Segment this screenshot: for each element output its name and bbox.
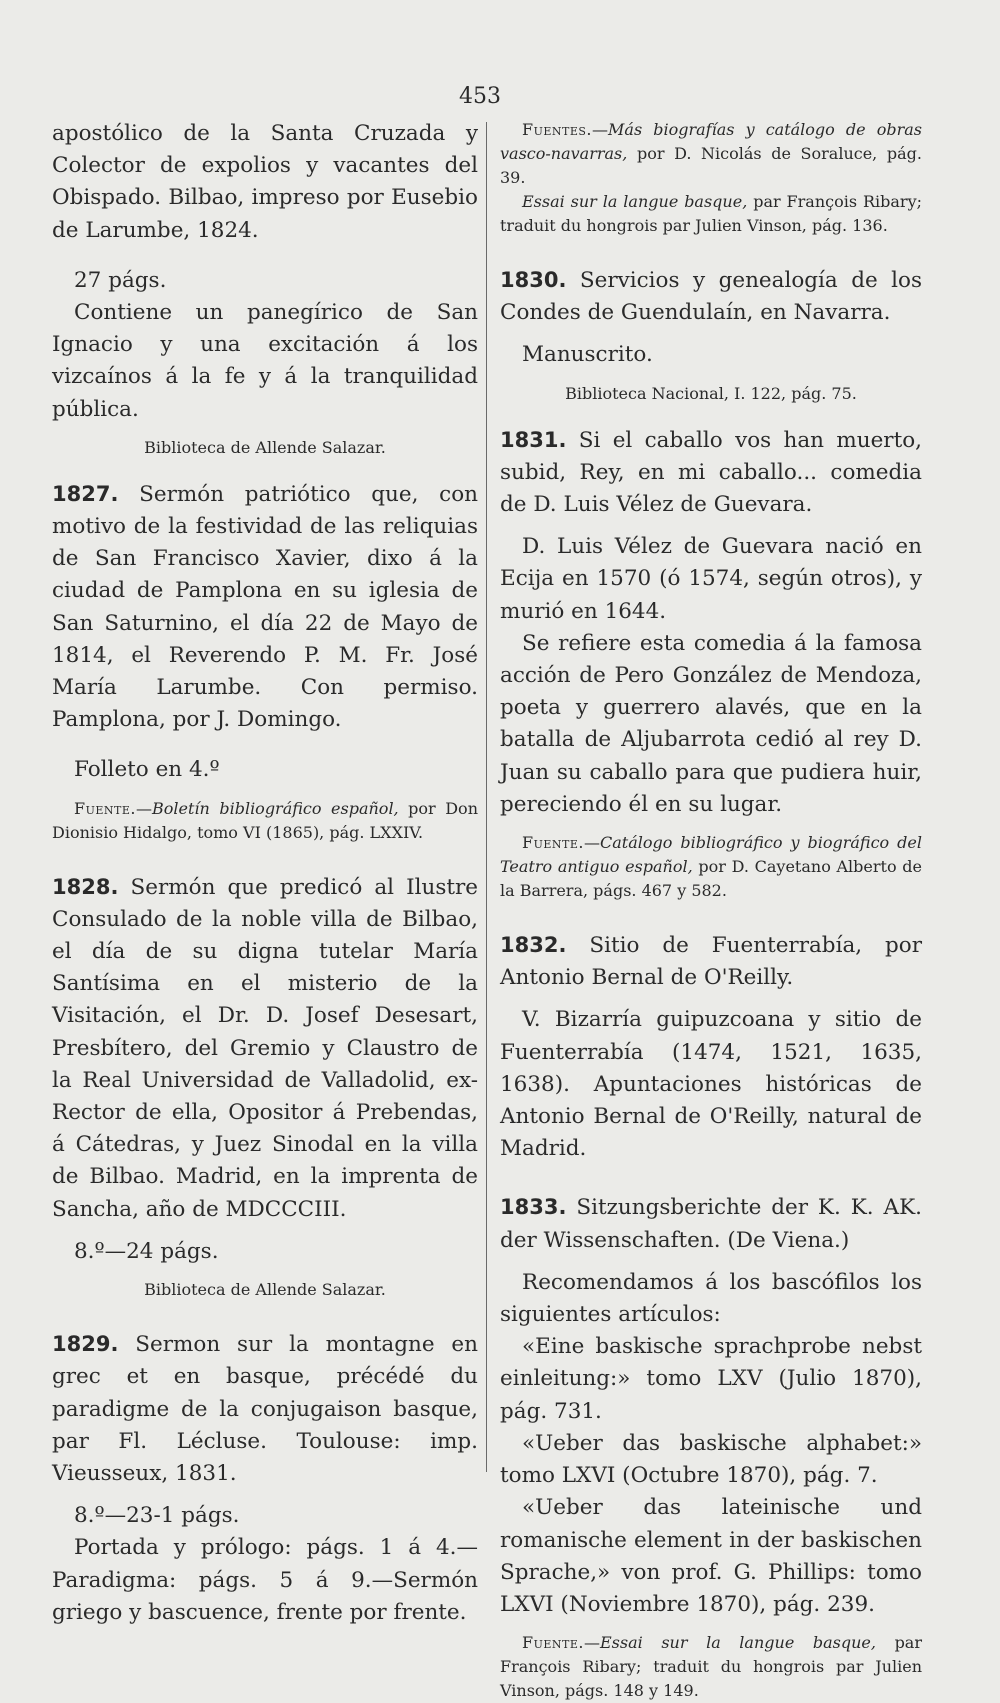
entry-text: Sitzungsberichte der K. K. AK. der Wissenschaften. (De Viena.): [500, 1195, 922, 1253]
entry-note: V. Bizarría guipuzcoana y sitio de Fuenterrabía (1474, 1521, 1635, 1638). Apuntaciones históricas de Antonio Bernal de O'Reilly, natural de Madrid.: [500, 1007, 922, 1162]
entry-number: 1831.: [500, 427, 567, 452]
source-reference: Fuentes.—Más biografías y catálogo de obras vasco-navarras, por D. Nicolás de Soraluce, pág. 39.: [500, 120, 922, 187]
entry-text: Sermon sur la montagne en grec et en basque, précédé du paradigme de la conjugaison basque, par Fl. Lécluse. Toulouse: imp. Vieusseux, 1831.: [52, 1332, 478, 1486]
library-reference: Biblioteca Nacional, I. 122, pág. 75.: [565, 383, 857, 403]
article-item: «Ueber das baskische alphabet:» tomo LXVI (Octubre 1870), pág. 7.: [500, 1430, 922, 1489]
source-title: Essai sur la langue basque,: [522, 192, 748, 211]
entry-number: 1829.: [52, 1332, 119, 1357]
entry-1830: [500, 264, 922, 329]
entry-number: 1827.: [52, 481, 119, 506]
entry-format: Folleto en 4.º: [74, 757, 220, 783]
entry-note: Recomendamos á los bascófilos los siguientes artículos:: [500, 1269, 922, 1328]
entry-note: Contiene un panegírico de San Ignacio y una excitación á los vizcaínos á la fe y á la tranquilidad pública.: [52, 300, 478, 422]
entry-note: D. Luis Vélez de Guevara nació en Ecija en 1570 (ó 1574, según otros), y murió en 1644.: [500, 534, 922, 624]
entry-number: 1833.: [500, 1195, 567, 1220]
page-number: 453: [459, 84, 501, 109]
source-details: por Don Dionisio Hidalgo, tomo VI (1865), pág. LXXIV.: [52, 798, 478, 842]
source-title: Catálogo bibliográfico y biográfico del Teatro antiguo español,: [500, 833, 922, 877]
source-label: Fuente.: [74, 798, 136, 818]
entry-note: Portada y prólogo: págs. 1 á 4.—Paradigma: págs. 5 á 9.—Sermón griego y bascuence, frente por frente.: [52, 1535, 478, 1625]
right-column: [500, 118, 922, 1703]
entry-text: Sitio de Fuenterrabía, por Antonio Bernal de O'Reilly.: [500, 933, 922, 991]
source-label: Fuente.: [522, 833, 584, 853]
entry-text: Servicios y genealogía de los Condes de Guendulaín, en Navarra.: [500, 268, 922, 326]
article-item: «Eine baskische sprachprobe nebst einleitung:» tomo LXV (Julio 1870), pág. 731.: [500, 1334, 922, 1424]
source-reference: Fuente.—Essai sur la langue basque, par François Ribary; traduit du hongrois par Julien Vinson, págs. 148 y 149.: [500, 1633, 922, 1701]
entry-format: 8.º—23-1 págs.: [74, 1503, 240, 1529]
entry-continuation-text: apostólico de la Santa Cruzada y Colector de expolios y vacantes del Obispado. Bilbao, impreso por Eusebio de Larumbe, 1824.: [52, 121, 478, 243]
entry-format: Manuscrito.: [522, 342, 653, 368]
source-details: por D. Nicolás de Soraluce, pág. 39.: [500, 144, 922, 187]
source-title: Boletín bibliográfico español,: [151, 798, 399, 818]
entry-text: Si el caballo vos han muerto, subid, Rey, en mi caballo... comedia de D. Luis Vélez de Guevara.: [500, 427, 922, 518]
library-reference: Biblioteca de Allende Salazar.: [144, 1280, 386, 1300]
entry-1827: [52, 478, 478, 737]
entry-note: Se refiere esta comedia á la famosa acción de Pero González de Mendoza, poeta y guerrero alavés, que en la batalla de Aljubarrota cedió al rey D. Juan su caballo para que pudiera huir, pereciendo él en su lugar.: [500, 630, 922, 817]
left-column: [52, 118, 478, 1629]
article-item: «Ueber das lateinische und romanische element in der baskischen Sprache,» von prof. G. Phillips: tomo LXVI (Noviembre 1870), pág. 239.: [500, 1495, 922, 1617]
entry-number: 1832.: [500, 933, 567, 958]
entry-format: 8.º—24 págs.: [74, 1238, 219, 1264]
entry-1833: [500, 1191, 922, 1256]
source-details: par François Ribary; traduit du hongrois par Julien Vinson, págs. 148 y 149.: [500, 1633, 922, 1701]
entry-text: Sermón que predicó al Ilustre Consulado de la noble villa de Bilbao, el día de su digna tutelar María Santísima en el misterio de la Visitación, el Dr. D. Josef Desesart, Presbítero, del Gremio y Claustro de la Real Universidad de Valladolid, ex-Rector de ella, Opositor á Prebendas, á Cátedras, y Juez Sinodal en la villa de Bilbao. Madrid, en la imprenta de Sancha, año de MDCCCIII.: [52, 874, 478, 1222]
source-details: par François Ribary; traduit du hongrois par Julien Vinson, pág. 136.: [500, 192, 923, 235]
entry-number: 1828.: [52, 874, 119, 899]
column-divider: [486, 122, 487, 1472]
entry-pages: 27 págs.: [74, 267, 167, 293]
entry-number: 1830.: [500, 268, 567, 292]
source-label: Fuente.: [522, 1633, 584, 1653]
library-reference: Biblioteca de Allende Salazar.: [144, 437, 386, 457]
source-reference: Fuente.—Boletín bibliográfico español, por Don Dionisio Hidalgo, tomo VI (1865), pág. LXXIV.: [52, 798, 478, 842]
source-title: Más biografías y catálogo de obras vasco-navarras,: [500, 120, 922, 163]
entry-1829: [52, 1328, 478, 1490]
source-reference: [500, 190, 922, 238]
entry-1832: [500, 929, 922, 994]
source-details: por D. Cayetano Alberto de la Barrera, págs. 467 y 582.: [500, 857, 922, 901]
source-reference: Fuente.—Catálogo bibliográfico y biográfico del Teatro antiguo español, por D. Cayetano Alberto de la Barrera, págs. 467 y 582.: [500, 833, 922, 901]
entry-1828: [52, 871, 478, 1226]
source-title: Essai sur la langue basque,: [599, 1633, 876, 1653]
source-label: Fuentes.: [522, 120, 593, 139]
entry-1831: [500, 424, 922, 522]
entry-text: Sermón patriótico que, con motivo de la festividad de las reliquias de San Francisco Xavier, dixo á la ciudad de Pamplona en su iglesia de San Saturnino, el día 22 de Mayo de 1814, el Reverendo P. M. Fr. José María Larumbe. Con permiso. Pamplona, por J. Domingo.: [52, 481, 479, 733]
